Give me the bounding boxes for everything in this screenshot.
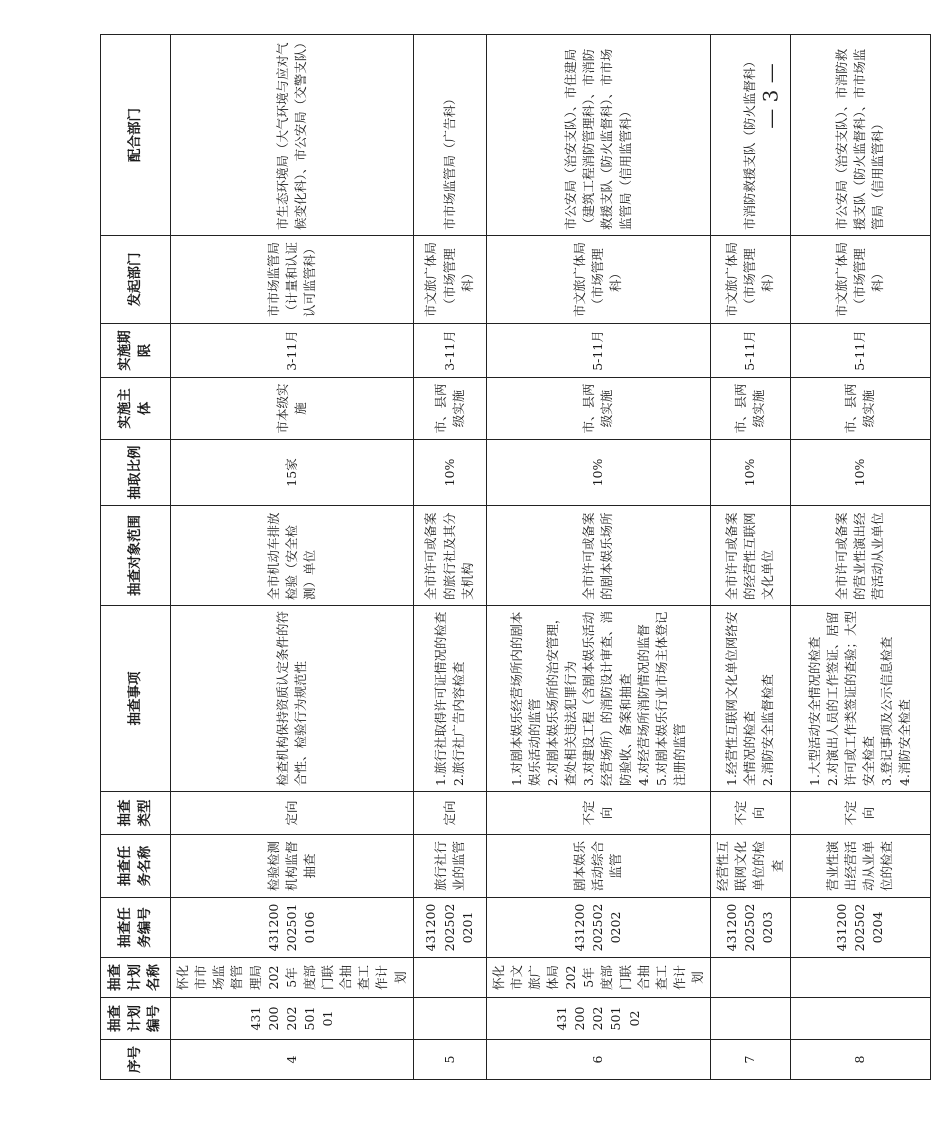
cell-plan-no-empty <box>711 998 791 1040</box>
header-type: 抽查类型 <box>101 792 171 835</box>
header-partners: 配合部门 <box>101 35 171 236</box>
cell-ratio: 10% <box>486 440 711 506</box>
cell-plan-no-empty <box>413 998 486 1040</box>
cell-seq: 4 <box>171 1040 414 1080</box>
header-seq: 序号 <box>101 1040 171 1080</box>
table-row <box>790 35 930 1080</box>
cell-type: 不定向 <box>711 792 791 835</box>
cell-plan-name: 怀化市文旅广体局2025年度部门联合抽查工作计划 <box>486 958 711 998</box>
rotated-table-container <box>100 35 913 1080</box>
cell-seq: 6 <box>486 1040 711 1080</box>
inspection-plan-table <box>100 34 931 1080</box>
cell-subject: 市、县两级实施 <box>711 378 791 440</box>
cell-period: 5-11月 <box>790 324 930 378</box>
cell-task-name: 检验检测机构监督抽查 <box>171 835 414 898</box>
cell-initiator: 市市场监管局（计量和认证认可监管科） <box>171 236 414 324</box>
header-items: 抽查事项 <box>101 606 171 792</box>
header-task-name: 抽查任务名称 <box>101 835 171 898</box>
header-initiator: 发起部门 <box>101 236 171 324</box>
cell-plan-name-empty <box>413 958 486 998</box>
cell-plan-no: 43120020250102 <box>486 998 711 1040</box>
cell-subject: 市本级实施 <box>171 378 414 440</box>
cell-plan-no: 43120020250101 <box>171 998 414 1040</box>
cell-items <box>711 606 791 792</box>
header-plan-name: 抽查计划名称 <box>101 958 171 998</box>
cell-initiator: 市文旅广体局（市场管理科） <box>790 236 930 324</box>
header-ratio: 抽取比例 <box>101 440 171 506</box>
cell-type: 不定向 <box>790 792 930 835</box>
cell-task-no: 4312002025010106 <box>171 898 414 958</box>
cell-task-name: 剧本娱乐活动综合监管 <box>486 835 711 898</box>
cell-plan-name-empty <box>790 958 930 998</box>
cell-task-name: 经营性互联网文化单位的检查 <box>711 835 791 898</box>
header-plan-no: 抽查计划编号 <box>101 998 171 1040</box>
items-text: 1.对剧本娱乐经营场所内的剧本娱乐活动的监管 2.对剧本娱乐场所的治安管理，查处相关违法犯罪行为 3.对建设工程（含剧本娱乐活动经营场所）的消防设计审查、消防验收、备案和抽查 4.对经营场所消防情况的监督 5.对剧本娱乐行业市场主体登记注册的监管 <box>508 610 687 786</box>
items-text: 1.大型活动安全情况的检查 2.对演出人员的工作签证、居留许可或工作类签证的查验；大型安全检查 3.登记事项及公示信息检查 4.消防安全检查 <box>806 610 913 786</box>
cell-scope: 全市机动车排放检验（安全检测）单位 <box>171 506 414 606</box>
items-text: 1.旅行社取得许可证情况的检查 2.旅行社广告内容检查 <box>432 611 466 786</box>
cell-task-name: 旅行社行业的监管 <box>413 835 486 898</box>
items-text: 1.经营性互联网文化单位网络安全情况的检查 2.消防安全监督检查 <box>724 611 776 786</box>
cell-scope: 全市许可或备案的旅行社及其分支机构 <box>413 506 486 606</box>
cell-subject: 市、县两级实施 <box>413 378 486 440</box>
cell-type: 定向 <box>413 792 486 835</box>
header-subject: 实施主体 <box>101 378 171 440</box>
cell-period: 3-11月 <box>171 324 414 378</box>
header-task-no: 抽查任务编号 <box>101 898 171 958</box>
cell-partners: 市市场监管局（广告科） <box>413 35 486 236</box>
cell-seq: 8 <box>790 1040 930 1080</box>
cell-initiator: 市文旅广体局（市场管理科） <box>711 236 791 324</box>
cell-task-no: 4312002025020202 <box>486 898 711 958</box>
cell-task-no: 4312002025020201 <box>413 898 486 958</box>
header-period: 实施期限 <box>101 324 171 378</box>
cell-items: 检查机构保持资质认定条件的符合性、检验行为规范性 <box>171 606 414 792</box>
cell-scope: 全市许可或备案的营业性演出经营活动从业单位 <box>790 506 930 606</box>
cell-plan-no-empty <box>790 998 930 1040</box>
cell-period: 5-11月 <box>486 324 711 378</box>
cell-scope: 全市许可或备案的经营性互联网文化单位 <box>711 506 791 606</box>
cell-ratio: 10% <box>711 440 791 506</box>
cell-ratio: 10% <box>790 440 930 506</box>
cell-ratio: 10% <box>413 440 486 506</box>
cell-initiator: 市文旅广体局（市场管理科） <box>413 236 486 324</box>
cell-type: 不定向 <box>486 792 711 835</box>
cell-subject: 市、县两级实施 <box>486 378 711 440</box>
cell-initiator: 市文旅广体局（市场管理科） <box>486 236 711 324</box>
table-row <box>486 35 711 1080</box>
cell-task-no: 4312002025020204 <box>790 898 930 958</box>
cell-seq: 5 <box>413 1040 486 1080</box>
cell-type: 定向 <box>171 792 414 835</box>
cell-scope: 全市许可或备案的剧本娱乐场所 <box>486 506 711 606</box>
cell-subject: 市、县两级实施 <box>790 378 930 440</box>
cell-plan-name: 怀化市市场监督管理局2025年度部门联合抽查工作计划 <box>171 958 414 998</box>
cell-partners: 市公安局（治安支队）、市住建局（建筑工程消防管理科）、市消防救援支队（防火监督科）、市市场监管局（信用监管科） <box>486 35 711 236</box>
cell-partners: 市生态环境局（大气环境与应对气候变化科）、市公安局（交警支队） <box>171 35 414 236</box>
cell-items <box>790 606 930 792</box>
cell-items <box>486 606 711 792</box>
cell-partners: 市公安局（治安支队）、市消防救援支队（防火监督科）、市市场监管局（信用监管科） <box>790 35 930 236</box>
cell-partners: 市消防救援支队（防火监督科） <box>711 35 791 236</box>
cell-task-name: 营业性演出经营活动从业单位的检查 <box>790 835 930 898</box>
table-row <box>413 35 486 1080</box>
cell-period: 5-11月 <box>711 324 791 378</box>
cell-task-no: 4312002025020203 <box>711 898 791 958</box>
header-scope: 抽查对象范围 <box>101 506 171 606</box>
cell-seq: 7 <box>711 1040 791 1080</box>
table-header-row <box>101 35 171 1080</box>
table-row <box>171 35 414 1080</box>
cell-items <box>413 606 486 792</box>
table-row <box>711 35 791 1080</box>
cell-period: 3-11月 <box>413 324 486 378</box>
cell-plan-name-empty <box>711 958 791 998</box>
page-number: — 3 — <box>758 63 783 129</box>
cell-ratio: 15家 <box>171 440 414 506</box>
